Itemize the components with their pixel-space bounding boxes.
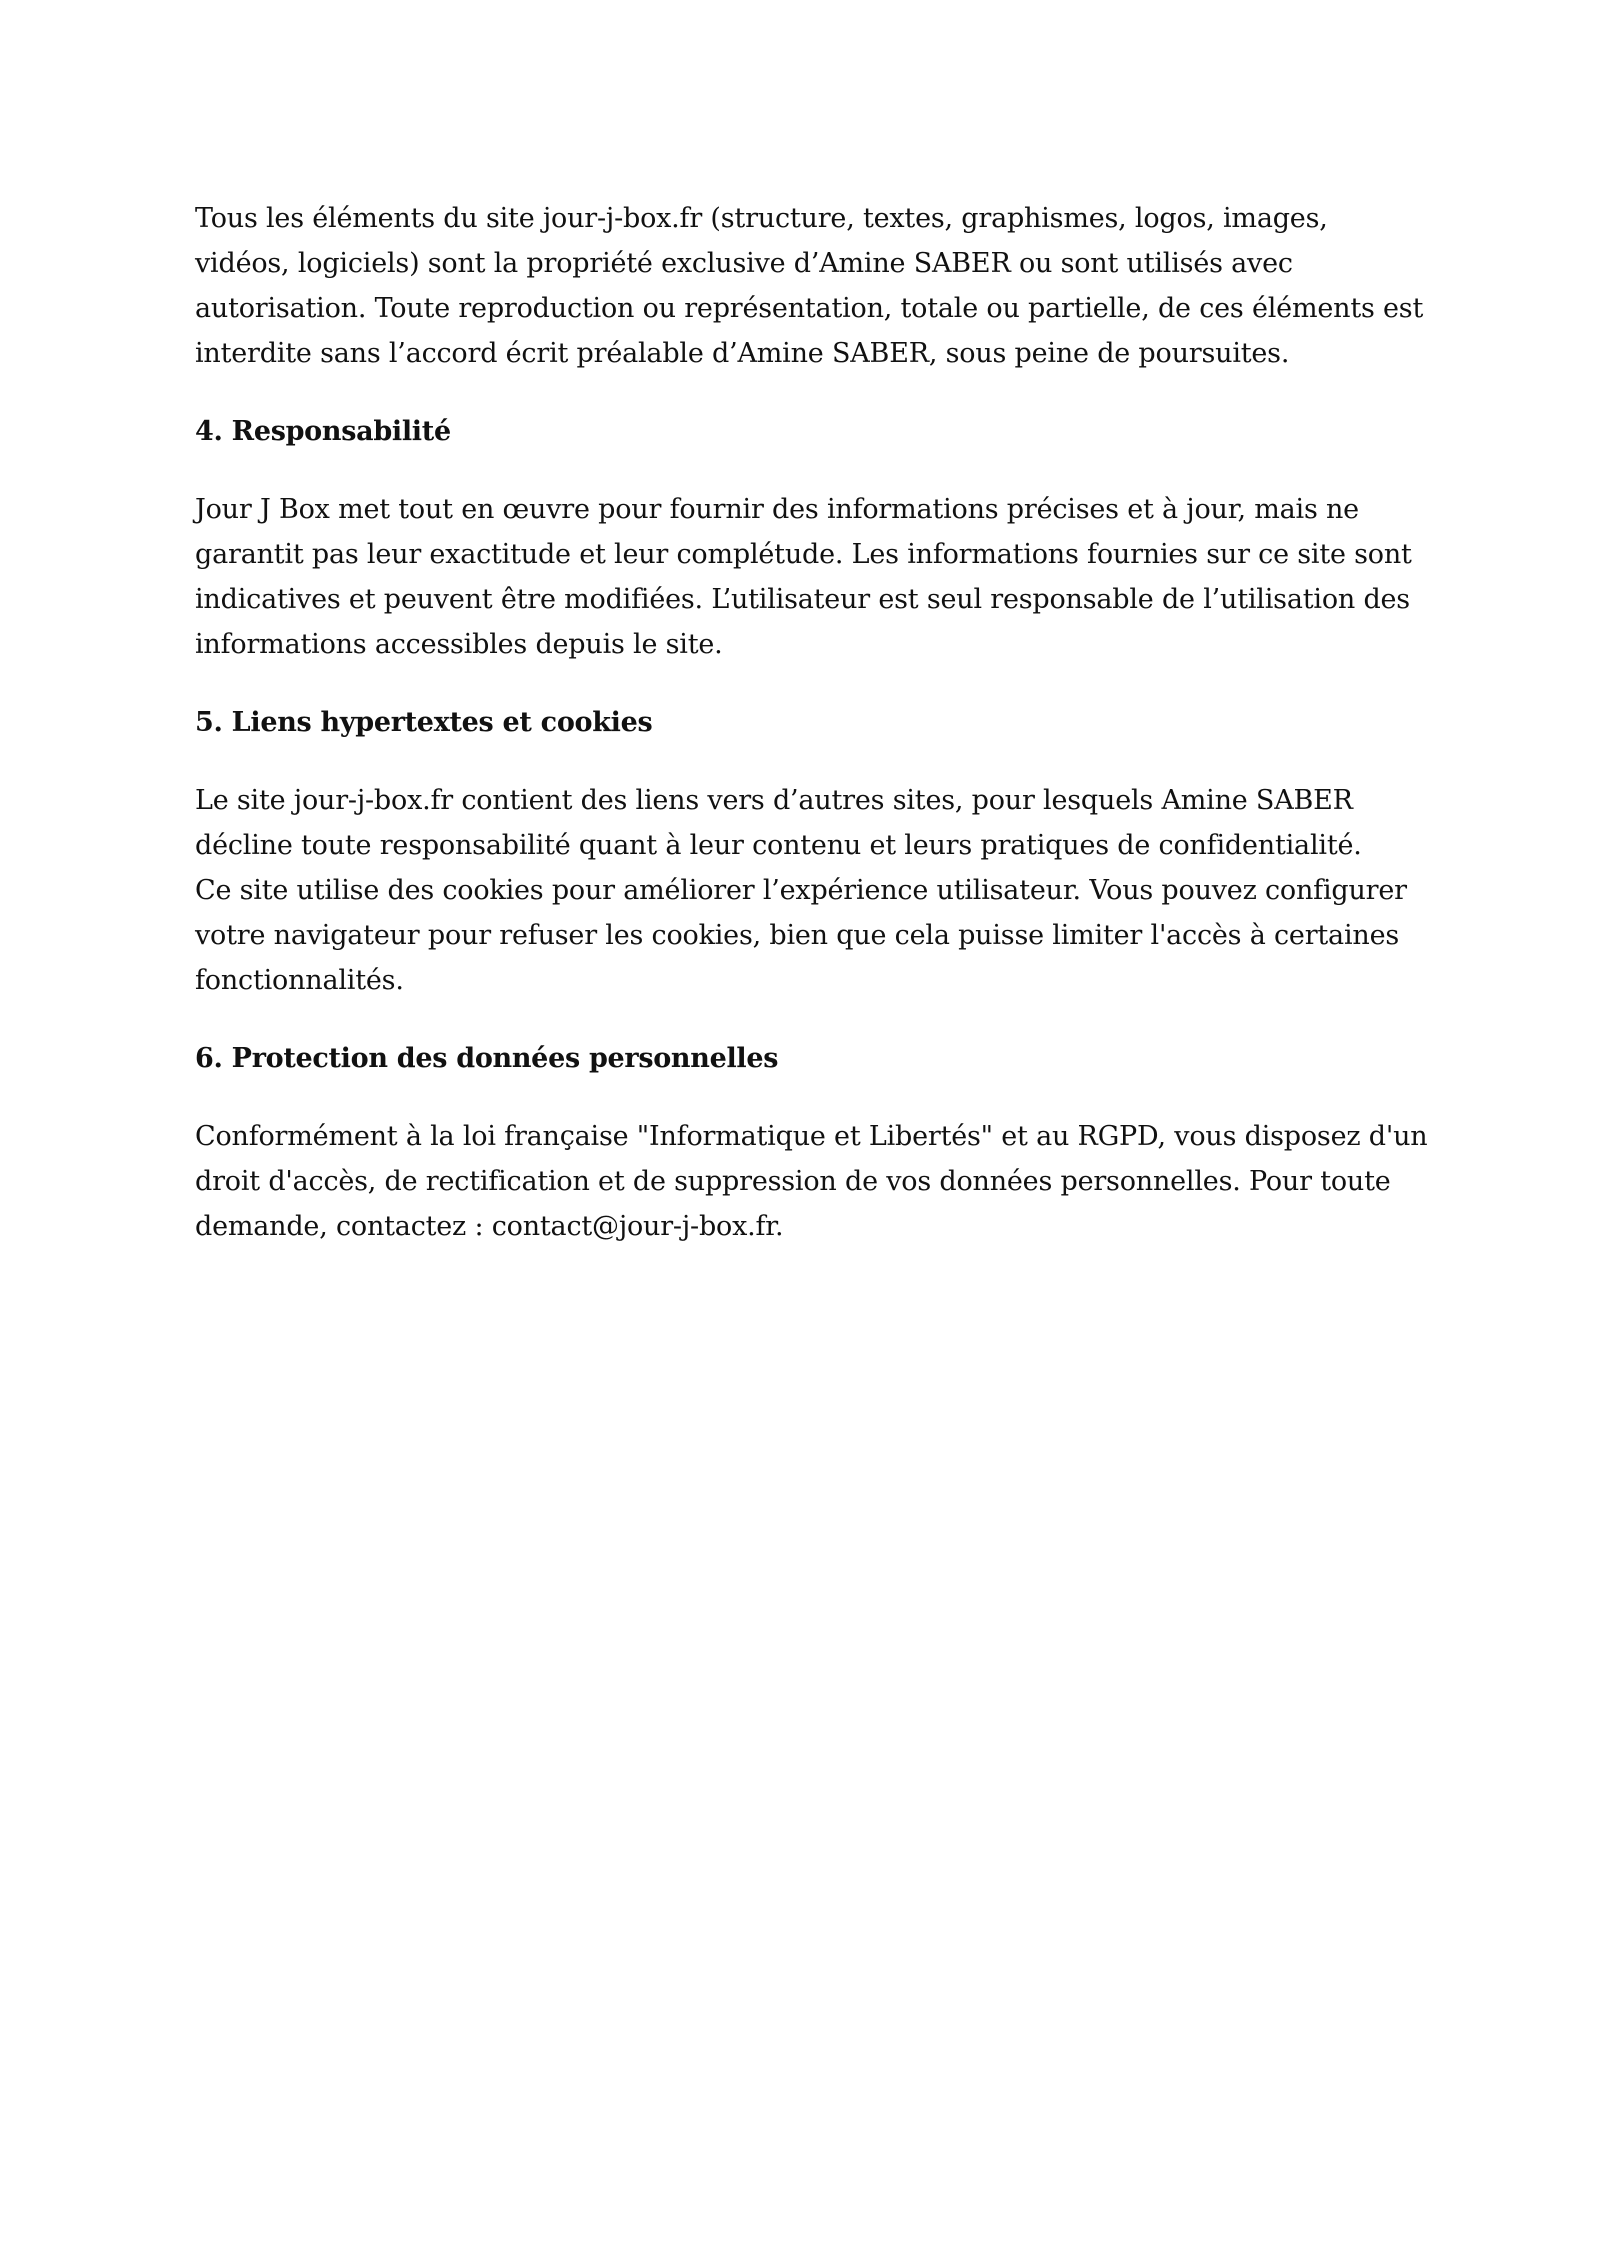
text-line: interdite sans l’accord écrit préalable d’Amine SABER, sous peine de poursuites. xyxy=(195,338,1290,369)
text-line: autorisation. Toute reproduction ou représentation, totale ou partielle, de ces éléments est xyxy=(195,293,1424,324)
text-line: votre navigateur pour refuser les cookies, bien que cela puisse limiter l'accès à certaines xyxy=(195,920,1400,951)
text-line: demande, contactez : contact@jour-j-box.fr. xyxy=(195,1211,784,1242)
text-line: informations accessibles depuis le site. xyxy=(195,629,723,660)
responsabilite-paragraph xyxy=(195,487,1425,667)
text-line: Jour J Box met tout en œuvre pour fournir des informations précises et à jour, mais ne xyxy=(195,494,1359,525)
section-heading-donnees-personnelles: 6. Protection des données personnelles xyxy=(195,1043,779,1074)
text-line: Le site jour-j-box.fr contient des liens vers d’autres sites, pour lesquels Amine SABER xyxy=(195,785,1353,816)
section-heading-responsabilite: 4. Responsabilité xyxy=(195,416,451,447)
text-line: garantit pas leur exactitude et leur complétude. Les informations fournies sur ce site sont xyxy=(195,539,1412,570)
text-line: Ce site utilise des cookies pour améliorer l’expérience utilisateur. Vous pouvez configurer xyxy=(195,875,1407,906)
text-line: décline toute responsabilité quant à leur contenu et leurs pratiques de confidentialité. xyxy=(195,830,1362,861)
section-heading-liens-cookies: 5. Liens hypertextes et cookies xyxy=(195,707,653,738)
text-line: vidéos, logiciels) sont la propriété exclusive d’Amine SABER ou sont utilisés avec xyxy=(195,248,1293,279)
liens-cookies-paragraph xyxy=(195,778,1425,1003)
text-line: Conformément à la loi française "Informatique et Libertés" et au RGPD, vous disposez d'un xyxy=(195,1121,1428,1152)
donnees-personnelles-paragraph xyxy=(195,1114,1428,1249)
document-page xyxy=(195,196,1428,1282)
text-line: Tous les éléments du site jour-j-box.fr (structure, textes, graphismes, logos, images, xyxy=(195,203,1328,234)
intellectual-property-paragraph xyxy=(195,196,1425,376)
text-line: indicatives et peuvent être modifiées. L’utilisateur est seul responsable de l’utilisation des xyxy=(195,584,1410,615)
text-line: fonctionnalités. xyxy=(195,965,404,996)
text-line: droit d'accès, de rectification et de suppression de vos données personnelles. Pour toute xyxy=(195,1166,1391,1197)
